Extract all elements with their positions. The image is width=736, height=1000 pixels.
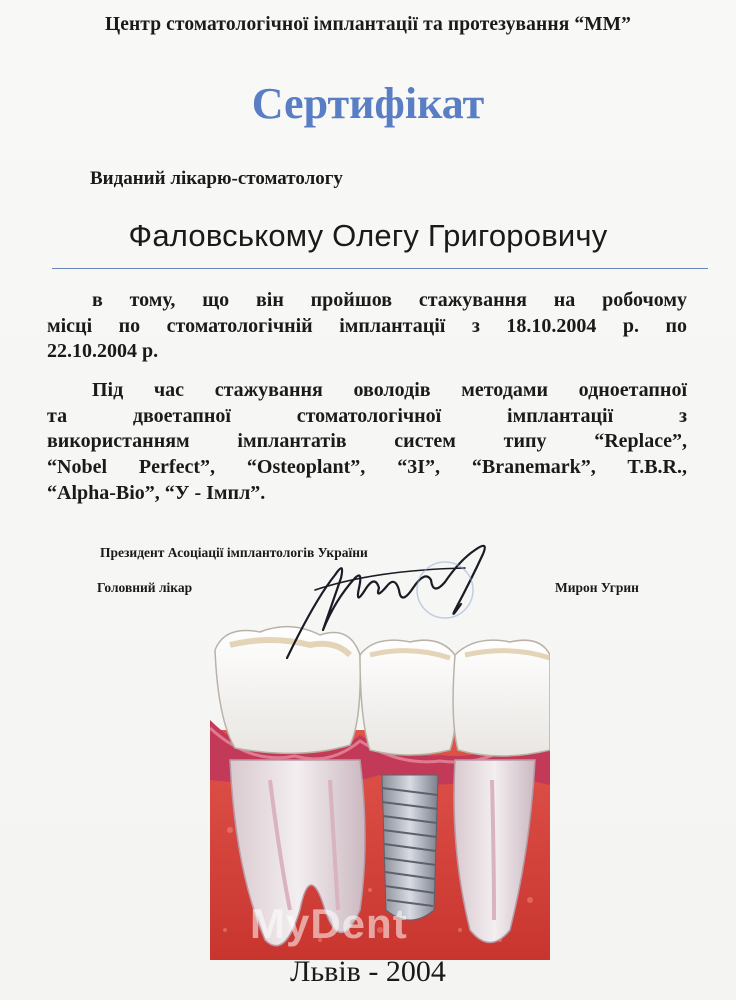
paragraph-line: “Nobel Perfect”, “Osteoplant”, “3I”, “Branemark”, T.B.R.,: [47, 456, 687, 479]
paragraph-line: 22.10.2004 р.: [47, 340, 159, 363]
paragraph-line: Під час стажування оволодів методами одноетапної: [92, 379, 687, 401]
illustration-watermark: MyDent: [250, 900, 408, 947]
paragraph-line: місці по стоматологічній імплантації з 18.10.2004 р. по: [47, 314, 687, 337]
recipient-name: Фаловському Олегу Григоровичу: [128, 218, 608, 253]
signer-name: Мирон Угрин: [555, 580, 639, 595]
president-title: Президент Асоціації імплантологів України: [100, 545, 368, 560]
issued-to-label: Виданий лікарю-стоматологу: [90, 168, 343, 189]
recipient-underline: [52, 268, 708, 269]
handwritten-signature: [275, 530, 505, 670]
paragraph-methods: [47, 378, 687, 507]
paragraph-internship: [47, 288, 687, 365]
paragraph-line: використанням імплантатів систем типу “Replace”,: [47, 430, 687, 453]
organization-header: Центр стоматологічної імплантації та протезування “ММ”: [104, 14, 632, 35]
paragraph-line: в тому, що він пройшов стажування на робочому: [92, 289, 687, 311]
place-and-year: Львів - 2004: [290, 955, 446, 988]
chief-doctor-title: Головний лікар: [97, 580, 193, 595]
certificate-title: Сертифікат: [251, 79, 485, 128]
paragraph-line: “Alpha-Bio”, “У - Імпл”.: [47, 481, 266, 504]
paragraph-line: та двоетапної стоматологічної імплантації з: [47, 404, 687, 427]
